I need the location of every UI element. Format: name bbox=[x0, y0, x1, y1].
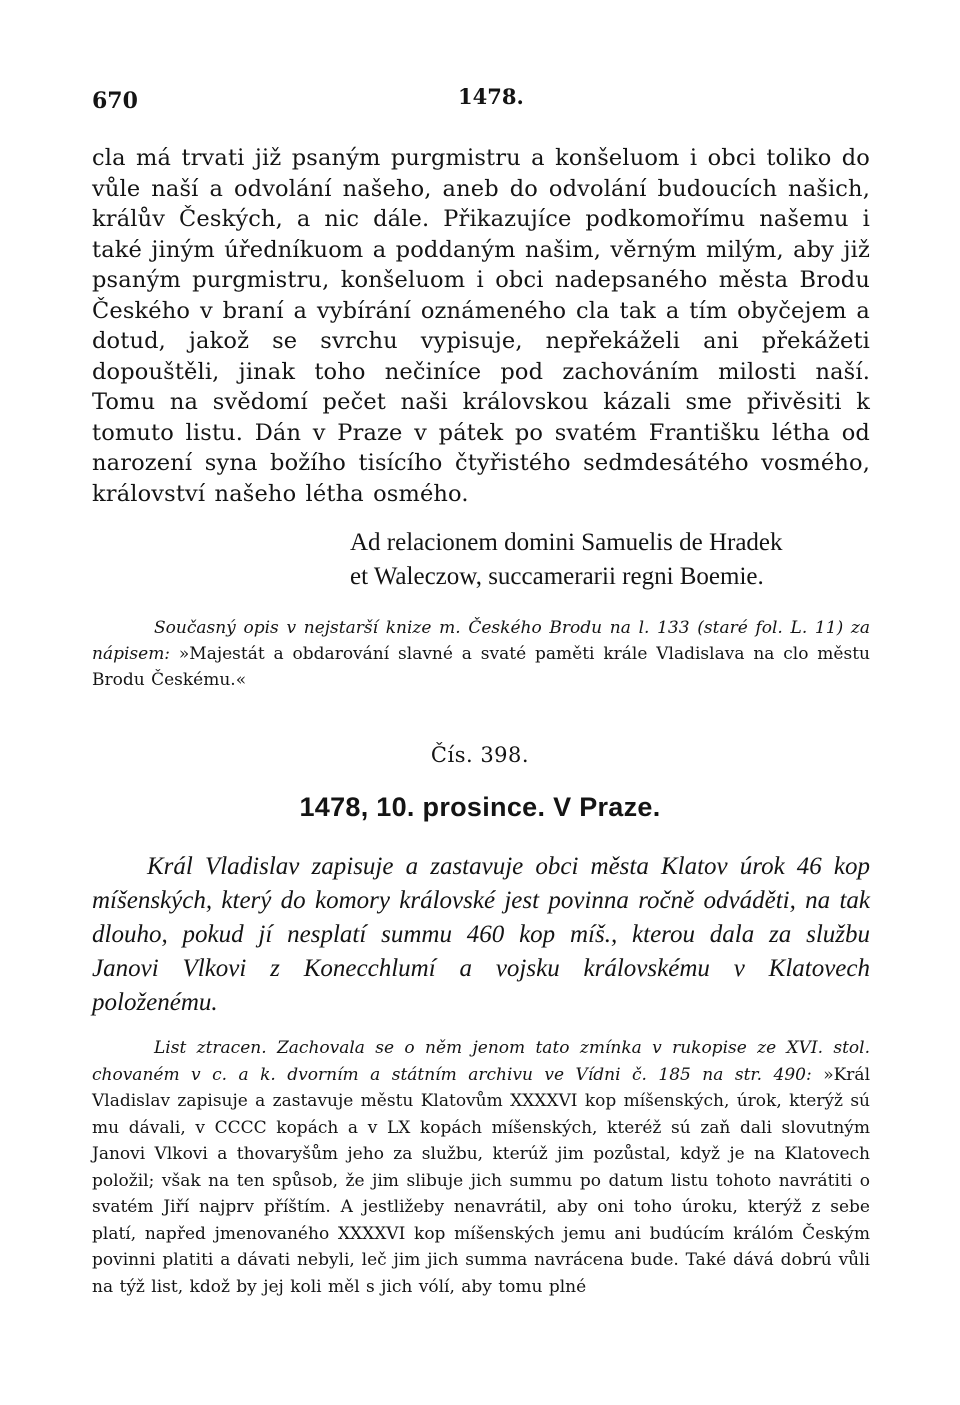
lost-note-quote: »Král Vladislav zapisuje a zastavuje městu Klatovům XXXXVI kop míšenských, úrok, kterýž sú mu dávali, v CCCC kopách a v LX kopách míšenských, kteréž sú zaň dali slovutným Janovi Vlkovi a thovaryšům jeho za službu, kterúž jim pozůstal, když je na Klatovech položil; však na ten spůsob, že jim slibuje jich summu po datum listu tohoto navrátiti o svatém Jiří najprv příštím. A jestližeby nenavrátil, aby oni toho úroku, kterýž z sebe platí, napřed jmenovaného XXXXVI kop míšenských jemu ani budúcím králóm Českým povinni platiti a dávati nebyli, leč jim jich summa navrácena bude. Také dává dobrú vůli na týž list, kdož by jej koli měl s jich vólí, aby tomu plné bbox=[92, 1064, 871, 1297]
charter-text-paragraph: cla má trvati již psaným purgmistru a konšeluom i obci toliko do vůle naší a odvolání našeho, aneb do odvolání budoucích našich, králův Českých, a nic dále. Přikazujíce podkomořímu našemu i také jiným úředníkuom a poddaným našim, věrným milým, aby již psaným purgmistru, konšeluom i obci nadepsaného města Brodu Českého v braní a vybírání oznámeného cla tak a tím obyčejem a dotud, jakož se svrchu vypisuje, nepřekáželi ani překážeti dopouštěli, jinak toho nečiníce pod zachováním milosti naší. Tomu na svědomí pečet naši královskou kázali sme přivěsiti k tomuto listu. Dán v Praze v pátek po svatém Františku létha od narození syna božího tisícího čtyřistého sedmdesátého vosmého, království našeho létha osmého. bbox=[92, 145, 870, 507]
document-regest: Král Vladislav zapisuje a zastavuje obci města Klatov úrok 46 kop míšenských, který do komory královské jest povinna ročně odváděti, na tak dlouho, pokud jí nesplatí summu 460 kop míš., kterou dala za službu Janovi Vlkovi z Konecchlumí a vojsku královskému v Klatovech položenému. bbox=[92, 853, 870, 1016]
document-number: Čís. 398. bbox=[430, 743, 530, 767]
signature-line-2: et Waleczow, succamerarii regni Boemie. bbox=[350, 563, 764, 590]
source-note-italic: Současný opis v nejstarší knize m. Českého Brodu na l. 133 (staré fol. L. 11) za nápisem: bbox=[92, 618, 870, 664]
document-date-heading: 1478, 10. prosince. V Praze. bbox=[299, 792, 661, 822]
signature-line-1: Ad relacionem domini Samuelis de Hradek bbox=[350, 529, 783, 556]
running-head-year: 1478. bbox=[458, 84, 524, 109]
source-note-quote: »Majestát a obdarování slavné a svaté paměti krále Vladislava na clo městu Brodu Českému.« bbox=[92, 644, 870, 690]
page-number: 670 bbox=[92, 88, 138, 114]
lost-note-italic: List ztracen. Zachovala se o něm jenom tato zmínka v rukopise ze XVI. stol. chovaném v c. a k. dvorním a státním archivu ve Vídni č. 185 na str. 490: bbox=[92, 1038, 870, 1085]
source-note bbox=[92, 615, 870, 693]
lost-charter-note bbox=[92, 1035, 870, 1300]
chancery-signature bbox=[350, 526, 890, 594]
